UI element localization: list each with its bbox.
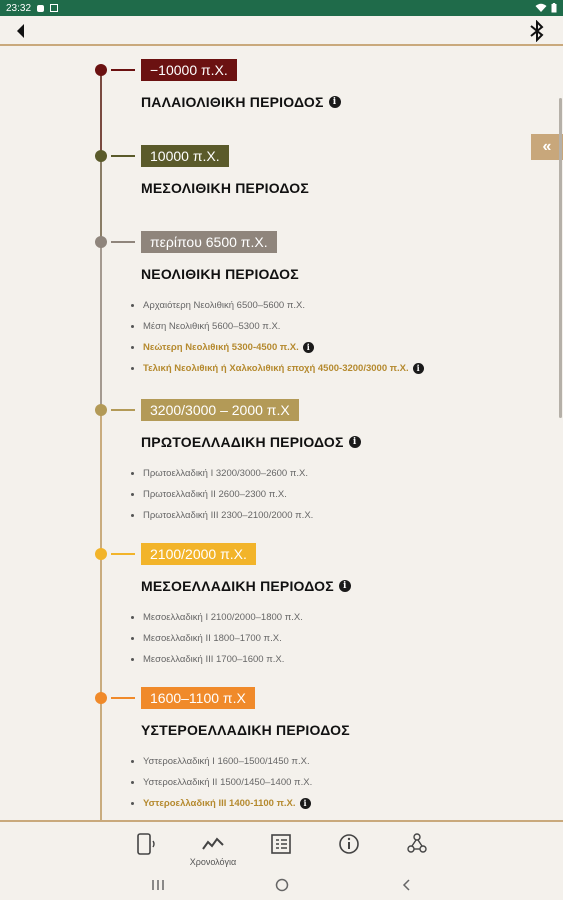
subperiod-item	[131, 649, 303, 670]
status-bar	[0, 0, 563, 16]
period-title-text: ΜΕΣΟΛΙΘΙΚΗ ΠΕΡΙΟΔΟΣ	[141, 180, 309, 196]
subperiod-text: Τελική Νεολιθική ή Χαλκολιθική εποχή 4500-3200/3000 π.Χ.	[143, 363, 409, 374]
subperiod-text: Μεσοελλαδική ΙΙΙ 1700–1600 π.Χ.	[143, 654, 285, 665]
notification-icon	[37, 5, 44, 12]
app-bar	[0, 16, 563, 46]
wifi-icon	[535, 3, 547, 13]
subperiod-list	[131, 751, 312, 814]
subperiod-list	[131, 295, 424, 379]
nav-info[interactable]	[319, 832, 379, 870]
subperiod-item	[131, 463, 313, 484]
nav-list[interactable]	[251, 832, 311, 870]
system-nav-bar	[0, 868, 563, 900]
home-button[interactable]	[274, 877, 290, 893]
period-title[interactable]	[141, 722, 350, 738]
subperiod-text: Νεώτερη Νεολιθική 5300-4500 π.Χ.	[143, 342, 299, 353]
subperiod-text: Υστεροελλαδική ΙΙ 1500/1450–1400 π.Χ.	[143, 777, 313, 788]
period-title[interactable]	[141, 94, 341, 110]
subperiod-text: Αρχαιότερη Νεολιθική 6500–5600 π.Χ.	[143, 300, 306, 311]
timeline-dot	[95, 692, 107, 704]
period-date-badge: −10000 π.Χ.	[141, 59, 237, 81]
timeline-dot	[95, 404, 107, 416]
period-date-badge: περίπου 6500 π.Χ.	[141, 231, 277, 253]
period-title-text: ΠΑΛΑΙΟΛΙΘΙΚΗ ΠΕΡΙΟΔΟΣ	[141, 94, 324, 110]
status-time: 23:32	[6, 2, 32, 14]
subperiod-text: Υστεροελλαδική ΙΙΙ 1400-1100 π.Χ.	[143, 798, 296, 809]
bluetooth-button[interactable]	[527, 20, 547, 42]
period-title-text: ΥΣΤΕΡΟΕΛΛΑΔΙΚΗ ΠΕΡΙΟΔΟΣ	[141, 722, 350, 738]
timeline-connector	[111, 409, 135, 411]
subperiod-item	[131, 607, 303, 628]
period-title[interactable]	[141, 434, 361, 450]
recents-icon	[151, 879, 165, 891]
subperiod-item	[131, 628, 303, 649]
bullet-icon	[131, 325, 134, 328]
timeline-line-segment	[100, 242, 102, 410]
info-icon[interactable]: i	[300, 798, 311, 809]
timeline-connector	[111, 697, 135, 699]
subperiod-item	[131, 484, 313, 505]
bullet-icon	[131, 781, 134, 784]
bullet-icon	[131, 493, 134, 496]
timeline-connector	[111, 553, 135, 555]
timeline-connector	[111, 155, 135, 157]
period-date-badge: 10000 π.Χ.	[141, 145, 229, 167]
timeline-line-segment	[100, 70, 102, 156]
period-title[interactable]	[141, 266, 299, 282]
info-icon[interactable]: i	[413, 363, 424, 374]
subperiod-item	[131, 751, 312, 772]
timeline-dot	[95, 64, 107, 76]
notification-icon	[50, 4, 58, 12]
info-icon[interactable]: i	[329, 96, 341, 108]
period-title[interactable]	[141, 180, 309, 196]
subperiod-list	[131, 607, 303, 670]
subperiod-text: Πρωτοελλαδική Ι 3200/3000–2600 π.Χ.	[143, 468, 309, 479]
subperiod-text: Πρωτοελλαδική ΙΙΙ 2300–2100/2000 π.Χ.	[143, 510, 314, 521]
subperiod-text: Μεσοελλαδική ΙΙ 1800–1700 π.Χ.	[143, 633, 282, 644]
subperiod-text: Μεσοελλαδική Ι 2100/2000–1800 π.Χ.	[143, 612, 303, 623]
period-date-badge: 1600–1100 π.Χ	[141, 687, 255, 709]
info-icon[interactable]: i	[303, 342, 314, 353]
nav-label: Χρονολόγια	[189, 857, 237, 867]
nav-device[interactable]	[116, 832, 176, 870]
period-title-text: ΝΕΟΛΙΘΙΚΗ ΠΕΡΙΟΔΟΣ	[141, 266, 299, 282]
bullet-icon	[131, 304, 134, 307]
subperiod-text: Μέση Νεολιθική 5600–5300 π.Χ.	[143, 321, 281, 332]
bullet-icon	[131, 658, 134, 661]
subperiod-item[interactable]	[131, 337, 424, 358]
recents-button[interactable]	[150, 877, 166, 893]
bullet-icon	[131, 346, 134, 349]
info-icon	[337, 832, 361, 856]
period-date-badge: 2100/2000 π.Χ.	[141, 543, 256, 565]
period-title-text: ΜΕΣΟΕΛΛΑΔΙΚΗ ΠΕΡΙΟΔΟΣ	[141, 578, 334, 594]
period-date-badge: 3200/3000 – 2000 π.Χ	[141, 399, 299, 421]
subperiod-item	[131, 316, 424, 337]
period-title-text: ΠΡΩΤΟΕΛΛΑΔΙΚΗ ΠΕΡΙΟΔΟΣ	[141, 434, 344, 450]
timeline-dot	[95, 150, 107, 162]
list-icon	[269, 832, 293, 856]
subperiod-text: Υστεροελλαδική Ι 1600–1500/1450 π.Χ.	[143, 756, 310, 767]
nav-molecule[interactable]	[387, 832, 447, 870]
info-icon[interactable]: i	[339, 580, 351, 592]
system-back-button[interactable]	[398, 877, 414, 893]
period-title[interactable]	[141, 578, 351, 594]
bullet-icon	[131, 616, 134, 619]
subperiod-item	[131, 505, 313, 526]
subperiod-item	[131, 295, 424, 316]
home-icon	[275, 878, 289, 892]
timeline-content	[0, 48, 563, 820]
chart-line-icon	[201, 832, 225, 856]
chevron-left-icon	[401, 878, 411, 892]
subperiod-item	[131, 772, 312, 793]
timeline-connector	[111, 241, 135, 243]
back-arrow-icon	[12, 22, 30, 40]
device-icon	[134, 832, 158, 856]
subperiod-list	[131, 463, 313, 526]
bullet-icon	[131, 802, 134, 805]
bullet-icon	[131, 367, 134, 370]
timeline-line-segment	[100, 156, 102, 242]
bullet-icon	[131, 472, 134, 475]
subperiod-text: Πρωτοελλαδική ΙΙ 2600–2300 π.Χ.	[143, 489, 287, 500]
timeline-dot	[95, 236, 107, 248]
double-chevron-left-icon: «	[542, 138, 552, 155]
timeline-dot	[95, 548, 107, 560]
bullet-icon	[131, 514, 134, 517]
nav-chronology[interactable]	[183, 832, 243, 870]
molecule-icon	[405, 832, 429, 856]
bluetooth-icon	[527, 20, 547, 42]
back-button[interactable]	[12, 22, 30, 40]
bullet-icon	[131, 637, 134, 640]
scrollbar[interactable]	[559, 98, 562, 418]
battery-icon	[551, 3, 557, 13]
subperiod-item[interactable]	[131, 793, 312, 814]
bottom-nav	[0, 820, 563, 868]
bullet-icon	[131, 760, 134, 763]
subperiod-item[interactable]	[131, 358, 424, 379]
info-icon[interactable]: i	[349, 436, 361, 448]
timeline-connector	[111, 69, 135, 71]
